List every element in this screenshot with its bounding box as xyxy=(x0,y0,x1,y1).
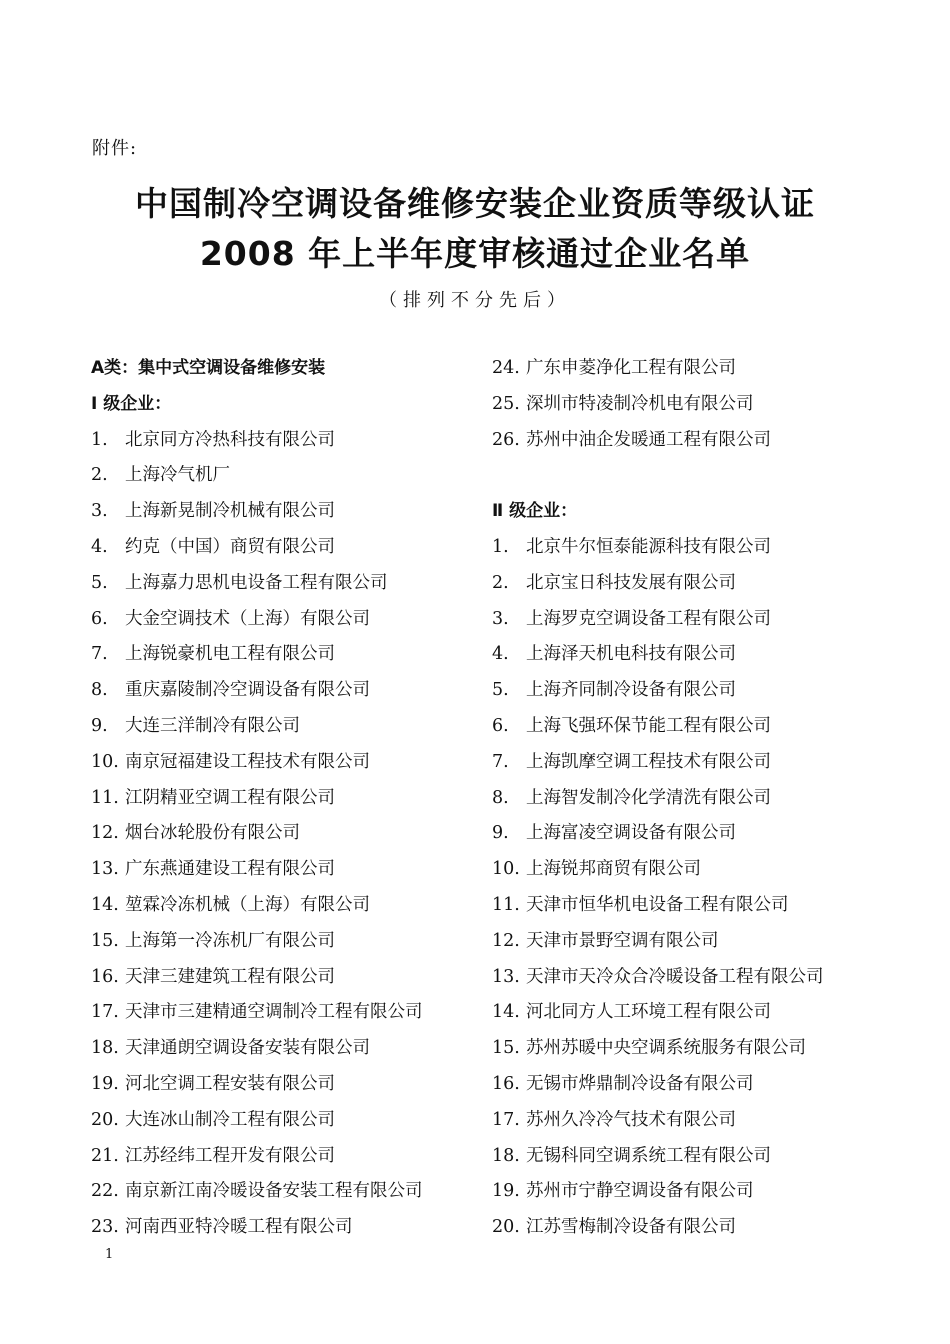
item-number: 15. xyxy=(91,930,119,951)
item-number: 11. xyxy=(91,787,119,808)
item-number: 20. xyxy=(492,1217,520,1238)
list-item xyxy=(492,960,912,996)
company-name: 南京冠福建设工程技术有限公司 xyxy=(125,751,370,772)
item-number: 20. xyxy=(91,1109,119,1130)
right-column xyxy=(492,351,912,1246)
item-number: 6. xyxy=(492,715,509,736)
item-number: 23. xyxy=(91,1217,119,1238)
list-item xyxy=(91,494,511,530)
item-number: 7. xyxy=(91,644,108,665)
list-item xyxy=(492,1174,912,1210)
level1-heading: Ⅰ 级企业： xyxy=(91,393,172,414)
company-name: 江苏雪梅制冷设备有限公司 xyxy=(526,1217,736,1238)
item-number: 6. xyxy=(91,608,108,629)
item-number: 9. xyxy=(492,823,509,844)
item-number: 13. xyxy=(91,859,119,880)
item-number: 19. xyxy=(91,1073,119,1094)
company-name: 天津三建建筑工程有限公司 xyxy=(125,966,335,987)
company-name: 河南西亚特冷暖工程有限公司 xyxy=(125,1217,353,1238)
left-column xyxy=(91,351,511,1246)
item-number: 1. xyxy=(91,429,108,450)
company-name: 北京宝日科技发展有限公司 xyxy=(526,572,736,593)
list-item xyxy=(91,602,511,638)
item-number: 10. xyxy=(91,751,119,772)
list-item xyxy=(492,637,912,673)
list-item xyxy=(91,852,511,888)
company-name: 北京牛尔恒泰能源科技有限公司 xyxy=(526,536,771,557)
company-name: 上海罗克空调设备工程有限公司 xyxy=(526,608,771,629)
item-number: 18. xyxy=(492,1145,520,1166)
item-number: 17. xyxy=(91,1002,119,1023)
company-name: 天津通朗空调设备安装有限公司 xyxy=(125,1038,370,1059)
list-item xyxy=(492,1139,912,1175)
company-name: 约克（中国）商贸有限公司 xyxy=(125,536,335,557)
company-name: 无锡市烨鼎制冷设备有限公司 xyxy=(526,1073,754,1094)
document-title-line2: 2008 年上半年度审核通过企业名单 xyxy=(199,234,751,273)
list-item xyxy=(91,637,511,673)
company-name: 上海第一冷冻机厂有限公司 xyxy=(125,930,335,951)
list-item xyxy=(492,602,912,638)
list-item xyxy=(91,1174,511,1210)
list-item xyxy=(492,1210,912,1246)
item-number: 14. xyxy=(91,894,119,915)
list-item xyxy=(91,1031,511,1067)
list-item xyxy=(492,816,912,852)
list-item xyxy=(492,673,912,709)
item-number: 11. xyxy=(492,894,520,915)
item-number: 1. xyxy=(492,536,509,557)
item-number: 10. xyxy=(492,859,520,880)
list-item xyxy=(492,423,912,459)
list-item xyxy=(492,709,912,745)
list-item xyxy=(91,888,511,924)
list-item xyxy=(91,924,511,960)
list-item xyxy=(91,960,511,996)
list-item xyxy=(91,458,511,494)
item-number: 7. xyxy=(492,751,509,772)
item-number: 16. xyxy=(492,1073,520,1094)
document-subtitle: （排列不分先后） xyxy=(379,290,571,311)
company-name: 上海凯摩空调工程技术有限公司 xyxy=(526,751,771,772)
section-gap xyxy=(492,458,912,494)
company-name: 烟台冰轮股份有限公司 xyxy=(125,823,300,844)
company-name: 上海新晃制冷机械有限公司 xyxy=(125,501,335,522)
item-number: 8. xyxy=(91,680,108,701)
list-item xyxy=(91,566,511,602)
company-name: 苏州市宁静空调设备有限公司 xyxy=(526,1181,754,1202)
company-name: 无锡科同空调系统工程有限公司 xyxy=(526,1145,771,1166)
item-number: 3. xyxy=(492,608,509,629)
company-name: 上海嘉力思机电设备工程有限公司 xyxy=(125,572,388,593)
list-item xyxy=(492,530,912,566)
item-number: 18. xyxy=(91,1038,119,1059)
company-name: 上海智发制冷化学清洗有限公司 xyxy=(526,787,771,808)
list-item xyxy=(492,351,912,387)
list-item xyxy=(492,1031,912,1067)
list-item xyxy=(492,995,912,1031)
company-name: 苏州中油企发暖通工程有限公司 xyxy=(526,429,771,450)
level2-heading: Ⅱ 级企业： xyxy=(492,501,578,522)
item-number: 2. xyxy=(492,572,509,593)
company-name: 苏州久冷冷气技术有限公司 xyxy=(526,1109,736,1130)
list-item xyxy=(492,924,912,960)
list-item xyxy=(492,888,912,924)
list-item xyxy=(91,673,511,709)
level2-list xyxy=(492,530,912,1246)
item-number: 3. xyxy=(91,501,108,522)
list-item xyxy=(492,387,912,423)
company-name: 上海富凌空调设备有限公司 xyxy=(526,823,736,844)
company-name: 堃霖冷冻机械（上海）有限公司 xyxy=(125,894,370,915)
company-name: 天津市天冷众合冷暖设备工程有限公司 xyxy=(526,966,824,987)
list-item xyxy=(492,1103,912,1139)
company-name: 天津市三建精通空调制冷工程有限公司 xyxy=(125,1002,423,1023)
list-item xyxy=(91,709,511,745)
company-name: 南京新江南冷暖设备安装工程有限公司 xyxy=(125,1181,423,1202)
company-name: 上海泽天机电科技有限公司 xyxy=(526,644,736,665)
list-item xyxy=(91,1210,511,1246)
company-name: 上海锐邦商贸有限公司 xyxy=(526,859,701,880)
list-item xyxy=(492,781,912,817)
company-name: 天津市恒华机电设备工程有限公司 xyxy=(526,894,789,915)
company-name: 天津市景野空调有限公司 xyxy=(526,930,719,951)
item-number: 4. xyxy=(492,644,509,665)
list-item xyxy=(91,745,511,781)
company-name: 河北空调工程安装有限公司 xyxy=(125,1073,335,1094)
company-name: 大连冰山制冷工程有限公司 xyxy=(125,1109,335,1130)
list-item xyxy=(492,566,912,602)
category-heading: A类：集中式空调设备维修安装 xyxy=(91,358,326,378)
company-name: 上海齐同制冷设备有限公司 xyxy=(526,680,736,701)
company-name: 广东申菱净化工程有限公司 xyxy=(526,358,736,378)
item-number: 15. xyxy=(492,1038,520,1059)
company-name: 上海锐豪机电工程有限公司 xyxy=(125,644,335,665)
item-number: 9. xyxy=(91,715,108,736)
item-number: 12. xyxy=(492,930,520,951)
item-number: 21. xyxy=(91,1145,119,1166)
item-number: 4. xyxy=(91,536,108,557)
company-name: 上海飞强环保节能工程有限公司 xyxy=(526,715,771,736)
item-number: 26. xyxy=(492,429,520,450)
document-title-line1: 中国制冷空调设备维修安装企业资质等级认证 xyxy=(135,184,815,223)
attachment-label: 附件: xyxy=(92,138,138,159)
item-number: 24. xyxy=(492,358,520,378)
company-name: 上海冷气机厂 xyxy=(125,465,230,486)
list-item xyxy=(91,995,511,1031)
item-number: 22. xyxy=(91,1181,119,1202)
list-item xyxy=(492,852,912,888)
level1-list xyxy=(91,423,511,1246)
company-name: 大金空调技术（上海）有限公司 xyxy=(125,608,370,629)
level1-continued-list xyxy=(492,351,912,458)
item-number: 14. xyxy=(492,1002,520,1023)
company-name: 大连三洋制冷有限公司 xyxy=(125,715,300,736)
item-number: 16. xyxy=(91,966,119,987)
item-number: 12. xyxy=(91,823,119,844)
company-name: 江苏经纬工程开发有限公司 xyxy=(125,1145,335,1166)
list-item xyxy=(91,530,511,566)
company-name: 江阴精亚空调工程有限公司 xyxy=(125,787,335,808)
item-number: 13. xyxy=(492,966,520,987)
company-name: 重庆嘉陵制冷空调设备有限公司 xyxy=(125,680,370,701)
list-item xyxy=(91,1067,511,1103)
company-name: 河北同方人工环境工程有限公司 xyxy=(526,1002,771,1023)
list-item xyxy=(492,745,912,781)
company-name: 广东燕通建设工程有限公司 xyxy=(125,859,335,880)
item-number: 5. xyxy=(91,572,108,593)
item-number: 5. xyxy=(492,680,509,701)
list-item xyxy=(91,1103,511,1139)
page-number: 1 xyxy=(105,1247,114,1262)
item-number: 19. xyxy=(492,1181,520,1202)
list-item xyxy=(492,1067,912,1103)
item-number: 8. xyxy=(492,787,509,808)
list-item xyxy=(91,423,511,459)
item-number: 25. xyxy=(492,393,520,414)
list-item xyxy=(91,1139,511,1175)
item-number: 2. xyxy=(91,465,108,486)
company-name: 北京同方冷热科技有限公司 xyxy=(125,429,335,450)
list-item xyxy=(91,816,511,852)
list-item xyxy=(91,781,511,817)
item-number: 17. xyxy=(492,1109,520,1130)
company-name: 苏州苏暖中央空调系统服务有限公司 xyxy=(526,1038,806,1059)
company-name: 深圳市特凌制冷机电有限公司 xyxy=(526,393,754,414)
